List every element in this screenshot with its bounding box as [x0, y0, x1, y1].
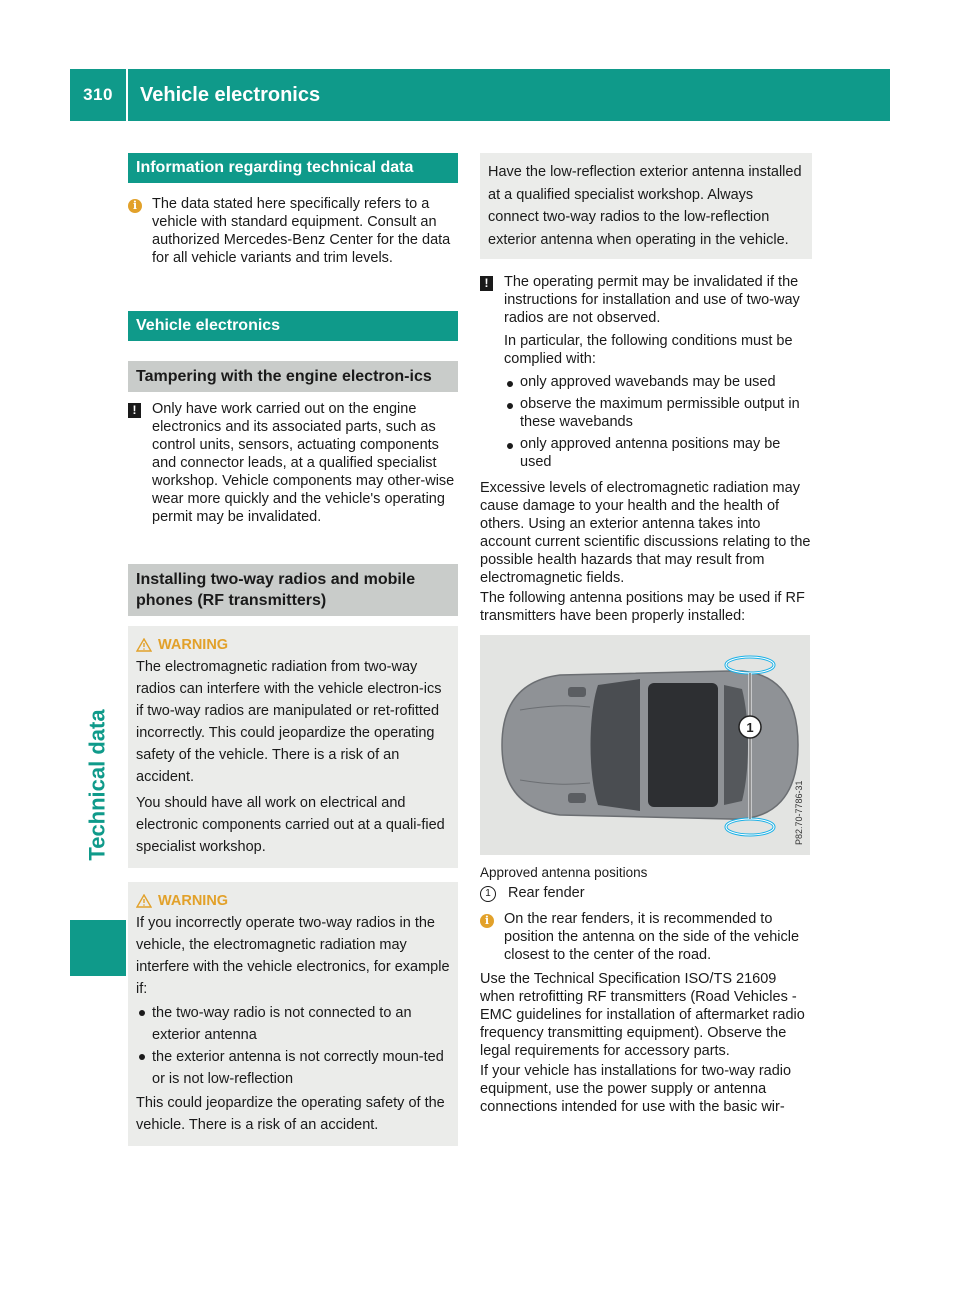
legend-number: 1: [480, 886, 496, 902]
warning-triangle-icon: [136, 638, 152, 652]
tech-info-note: [128, 195, 458, 267]
permit-note: [480, 273, 812, 473]
tampering-text: Only have work carried out on the engine electronics and its associated parts, such as control units, sensors, actuating components and connector leads, at a qualified specialist workshop. Vehicle components may other-wise wear more quickly and the vehicle's operating permit may be invalidated.: [152, 401, 455, 525]
left-column: [128, 153, 458, 1146]
side-tab: [80, 620, 116, 950]
permit-bullets: [504, 373, 812, 471]
warning-box-2: [128, 882, 458, 1146]
tech-info-text: The data stated here specifically refers to a vehicle with standard equipment. Consult an authorized Mercedes-Benz Center for the data for all vehicle variants and trim levels.: [152, 196, 451, 266]
tech-data-heading: Information regarding technical data: [128, 153, 458, 183]
car-top-view-image: [480, 635, 810, 855]
antenna-info-box: [480, 153, 812, 259]
fender-info-note: [480, 910, 812, 964]
installations-text: If your vehicle has installations for two-way radio equipment, use the power supply or antenna connections intended for use with the basic wir-: [480, 1063, 792, 1115]
antenna-positions-intro: The following antenna positions may be used if RF transmitters have been properly installed:: [480, 590, 805, 624]
warning2-intro: If you incorrectly operate two-way radios in the vehicle, the electromagnetic radiation may interfere with the vehicle electronics, for example if:: [136, 915, 450, 997]
page-title: Vehicle electronics: [140, 83, 321, 106]
list-item: observe the maximum permissible output in these wavebands: [504, 395, 812, 431]
warning1-text1: The electromagnetic radiation from two-way radios can interfere with the vehicle electron-ics if two-way radios are manipulated or ret-rofitted incorrectly. This could jeopardize the operating safety of the vehicle. There is a risk of an accident.: [136, 659, 442, 785]
warning-heading-2: [136, 890, 450, 912]
warning-triangle-icon: [136, 894, 152, 908]
list-item: the exterior antenna is not correctly moun-ted or is not low-reflection: [136, 1046, 450, 1090]
page-number: 310: [83, 85, 113, 104]
side-tab-label: Technical data: [85, 709, 111, 861]
vehicle-electronics-heading: Vehicle electronics: [128, 311, 458, 341]
side-tab-block: [70, 920, 126, 976]
legend-item: [480, 884, 812, 902]
list-item: only approved wavebands may be used: [504, 373, 812, 391]
fender-info-text: On the rear fenders, it is recommended to position the antenna on the side of the vehicle closest to the center of the road.: [504, 911, 800, 963]
exclamation-icon: !: [128, 403, 141, 418]
permit-particular-text: In particular, the following conditions must be complied with:: [504, 333, 793, 367]
warning-label-2: WARNING: [158, 893, 229, 909]
warning1-text2: You should have all work on electrical and electronic components carried out at a quali-fied specialist workshop.: [136, 795, 445, 855]
warning-box-1: [128, 626, 458, 868]
info-icon: i: [128, 199, 142, 213]
tampering-note: [128, 400, 458, 526]
excessive-radiation-text: Excessive levels of electromagnetic radiation may cause damage to your health and the health of others. Using an exterior antenna takes into account current scientific discussions relating to the possible health hazards that may result from electromagnetic fields.: [480, 480, 811, 586]
legend-marker-1: 1: [746, 720, 754, 735]
exclamation-icon: !: [480, 276, 493, 291]
iso-text: Use the Technical Specification ISO/TS 21609 when retrofitting RF transmitters (Road Vehicles - EMC guidelines for installation of aftermarket radio frequency transmitting equipment). Observe the legal requirements for accessory parts.: [480, 971, 805, 1059]
legend-label: Rear fender: [508, 885, 585, 901]
radios-heading: Installing two-way radios and mobile phones (RF transmitters): [128, 564, 458, 616]
antenna-box-text: Have the low-reflection exterior antenna installed at a qualified specialist workshop. Always connect two-way radios to the low-reflection exterior antenna when operating in the vehicle.: [488, 164, 802, 248]
image-caption: Approved antenna positions: [480, 865, 648, 880]
warning2-bullets: [136, 1002, 450, 1090]
tampering-heading: Tampering with the engine electron-ics: [128, 361, 458, 392]
list-item: the two-way radio is not connected to an exterior antenna: [136, 1002, 450, 1046]
image-code: P82.70-7786-31: [794, 780, 804, 845]
list-item: only approved antenna positions may be used: [504, 435, 812, 471]
permit-note-text: The operating permit may be invalidated if the instructions for installation and use of two-way radios are not observed.: [504, 274, 800, 326]
warning-label-1: WARNING: [158, 637, 229, 653]
car-illustration: [480, 635, 810, 855]
warning-heading-1: [136, 634, 450, 656]
right-column: [480, 153, 812, 1116]
header-divider: [126, 69, 128, 121]
warning2-outro: This could jeopardize the operating safety of the vehicle. There is a risk of an accident.: [136, 1095, 445, 1133]
info-icon: i: [480, 914, 494, 928]
